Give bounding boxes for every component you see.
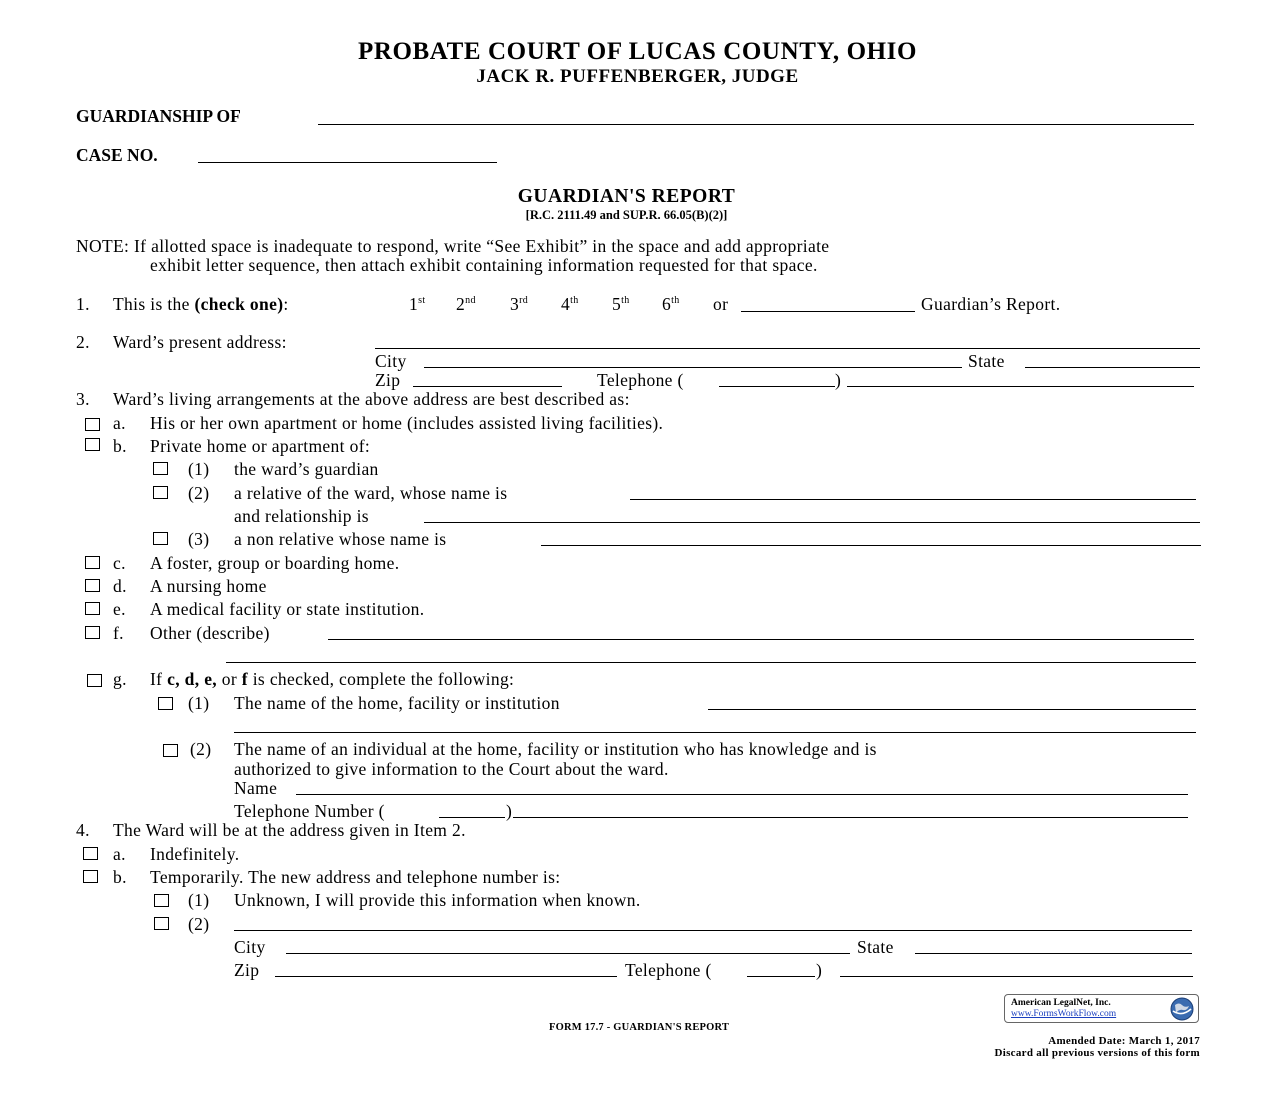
item4b2-checkbox[interactable] <box>154 917 169 930</box>
ward-telephone-field[interactable] <box>847 386 1194 387</box>
item3g2-line-2: authorized to give information to the Court about the ward. <box>234 759 669 779</box>
item4a-letter: a. <box>113 844 126 864</box>
item3a-checkbox[interactable] <box>85 418 100 431</box>
contact-name-field[interactable] <box>296 794 1188 795</box>
item3f-checkbox[interactable] <box>85 626 100 639</box>
item3g2-line-1: The name of an individual at the home, facility or institution who has knowledge and is <box>234 739 877 759</box>
item4-state-label: State <box>857 937 894 957</box>
item3b2-text: a relative of the ward, whose name is <box>234 483 508 503</box>
item4-number: 4. <box>76 820 90 840</box>
ordinal-5th[interactable]: 5th <box>612 294 630 314</box>
item1-number: 1. <box>76 294 90 314</box>
item4a-checkbox[interactable] <box>83 847 98 860</box>
item3g1-number: (1) <box>188 693 210 713</box>
item3g1-text: The name of the home, facility or institution <box>234 693 560 713</box>
ward-address-field[interactable] <box>375 348 1200 349</box>
item3g-post: is checked, complete the following: <box>252 669 515 689</box>
item3a-text: His or her own apartment or home (includes assisted living facilities). <box>150 413 664 433</box>
item2-paren-close: ) <box>835 370 842 390</box>
item4-telephone-label: Telephone ( <box>625 960 712 980</box>
item3a-letter: a. <box>113 413 126 433</box>
item3g1-checkbox[interactable] <box>158 697 173 710</box>
guardianship-field[interactable] <box>318 124 1194 125</box>
item3g-or: or <box>221 669 238 689</box>
item3f-letter: f. <box>113 623 124 643</box>
facility-name-field-2[interactable] <box>234 732 1196 733</box>
item3b-text: Private home or apartment of: <box>150 436 371 456</box>
item3c-letter: c. <box>113 553 126 573</box>
item1-tail: Guardian’s Report. <box>921 294 1061 314</box>
new-area-code-field[interactable] <box>747 976 815 977</box>
new-telephone-field[interactable] <box>840 976 1193 977</box>
item3f-text: Other (describe) <box>150 623 270 643</box>
item1-check-one: (check one) <box>194 294 284 314</box>
contact-telephone-field[interactable] <box>513 817 1188 818</box>
vendor-url-link[interactable]: www.FormsWorkFlow.com <box>1011 1009 1117 1019</box>
case-number-field[interactable] <box>198 162 497 163</box>
relative-name-field[interactable] <box>630 499 1196 500</box>
report-citation: [R.C. 2111.49 and SUP.R. 66.05(B)(2)] <box>525 208 728 222</box>
ordinal-2nd[interactable]: 2nd <box>456 294 476 314</box>
item3b-letter: b. <box>113 436 127 456</box>
other-describe-field-2[interactable] <box>226 662 1196 663</box>
ordinal-3rd[interactable]: 3rd <box>510 294 529 314</box>
item4b1-checkbox[interactable] <box>154 894 169 907</box>
item3c-text: A foster, group or boarding home. <box>150 553 400 573</box>
ordinal-1st[interactable]: 1st <box>409 294 426 314</box>
contact-area-code-field[interactable] <box>439 817 505 818</box>
item1-label <box>113 294 289 315</box>
ordinal-6th[interactable]: 6th <box>662 294 680 314</box>
item3g-pre: If <box>150 669 163 689</box>
ward-zip-field[interactable] <box>413 386 562 387</box>
item3b2-number: (2) <box>188 483 210 503</box>
item3g-bold-f: f <box>241 669 248 689</box>
item4-zip-label: Zip <box>234 960 260 980</box>
item3e-letter: e. <box>113 599 126 619</box>
item3g-text <box>150 669 514 690</box>
item4b-text: Temporarily. The new address and telephone number is: <box>150 867 561 887</box>
ward-city-field[interactable] <box>424 367 962 368</box>
item3b3-number: (3) <box>188 529 210 549</box>
item4a-text: Indefinitely. <box>150 844 240 864</box>
form-number: FORM 17.7 - GUARDIAN'S REPORT <box>549 1022 730 1033</box>
note-line-1: NOTE: If allotted space is inadequate to respond, write “See Exhibit” in the space and add appropriate <box>76 236 830 256</box>
amended-date: Amended Date: March 1, 2017 <box>1048 1035 1200 1047</box>
item3g2-name-label: Name <box>234 778 278 798</box>
judge-name: JACK R. PUFFENBERGER, JUDGE <box>476 66 799 87</box>
guardianship-label: GUARDIANSHIP OF <box>76 106 241 126</box>
item4b1-text: Unknown, I will provide this information when known. <box>234 890 641 910</box>
item3g2-phone-label: Telephone Number ( <box>234 801 385 821</box>
non-relative-name-field[interactable] <box>541 545 1201 546</box>
item3d-letter: d. <box>113 576 127 596</box>
item3b1-text: the ward’s guardian <box>234 459 379 479</box>
item2-state-label: State <box>968 351 1005 371</box>
globe-icon <box>1169 996 1195 1022</box>
item3g2-number: (2) <box>190 739 212 759</box>
report-title: GUARDIAN'S REPORT <box>517 186 736 207</box>
item3b2-checkbox[interactable] <box>153 486 168 499</box>
item2-zip-label: Zip <box>375 370 401 390</box>
item3g-letter: g. <box>113 669 127 689</box>
item1-colon: : <box>283 294 289 314</box>
item3c-checkbox[interactable] <box>85 556 100 569</box>
note-line-2: exhibit letter sequence, then attach exhibit containing information requested for that space. <box>150 255 818 275</box>
item3g2-paren-close: ) <box>506 801 513 821</box>
item2-label: Ward’s present address: <box>113 332 287 352</box>
new-city-field[interactable] <box>286 953 850 954</box>
item3-number: 3. <box>76 389 90 409</box>
item3g-bold-cde: c, d, e, <box>167 669 218 689</box>
item3e-checkbox[interactable] <box>85 602 100 615</box>
item3-label: Ward’s living arrangements at the above address are best described as: <box>113 389 630 409</box>
item4b1-number: (1) <box>188 890 210 910</box>
ward-area-code-field[interactable] <box>719 386 835 387</box>
item3b-checkbox[interactable] <box>85 438 100 451</box>
item2-number: 2. <box>76 332 90 352</box>
vendor-logo <box>1004 994 1199 1023</box>
item3e-text: A medical facility or state institution. <box>150 599 425 619</box>
item4-paren-close: ) <box>816 960 823 980</box>
item4b2-number: (2) <box>188 914 210 934</box>
ward-state-field[interactable] <box>1025 367 1200 368</box>
court-title: PROBATE COURT OF LUCAS COUNTY, OHIO <box>357 38 918 65</box>
item3b3-text: a non relative whose name is <box>234 529 447 549</box>
new-address-field[interactable] <box>234 930 1192 931</box>
item4-city-label: City <box>234 937 266 957</box>
vendor-name: American LegalNet, Inc. <box>1011 998 1111 1008</box>
item3d-checkbox[interactable] <box>85 579 100 592</box>
item3g-checkbox[interactable] <box>87 674 102 687</box>
other-describe-field[interactable] <box>328 639 1194 640</box>
item3b1-checkbox[interactable] <box>153 462 168 475</box>
facility-name-field[interactable] <box>708 709 1196 710</box>
item4b-letter: b. <box>113 867 127 887</box>
discard-notice: Discard all previous versions of this form <box>994 1047 1200 1059</box>
relationship-field[interactable] <box>424 522 1200 523</box>
item3g2-checkbox[interactable] <box>163 744 178 757</box>
item3d-text: A nursing home <box>150 576 267 596</box>
item2-city-label: City <box>375 351 407 371</box>
item3b2-relationship-label: and relationship is <box>234 506 369 526</box>
item4-label: The Ward will be at the address given in Item 2. <box>113 820 466 840</box>
new-state-field[interactable] <box>915 953 1192 954</box>
item3b3-checkbox[interactable] <box>153 532 168 545</box>
item4b-checkbox[interactable] <box>83 870 98 883</box>
item3b1-number: (1) <box>188 459 210 479</box>
case-number-label: CASE NO. <box>76 145 158 165</box>
other-report-number-field[interactable] <box>741 311 915 312</box>
item1-or: or <box>713 294 729 314</box>
ordinal-4th[interactable]: 4th <box>561 294 579 314</box>
new-zip-field[interactable] <box>275 976 617 977</box>
item2-telephone-label: Telephone ( <box>597 370 684 390</box>
item1-text: This is the <box>113 294 190 314</box>
